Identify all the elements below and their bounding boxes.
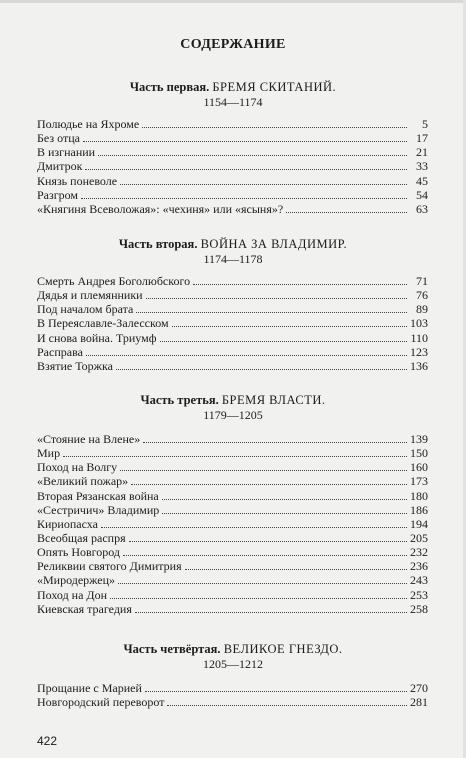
dot-leader xyxy=(135,611,407,613)
toc-entry[interactable] xyxy=(37,432,428,446)
dot-leader xyxy=(162,498,407,500)
toc-entry[interactable] xyxy=(37,159,428,173)
dot-leader xyxy=(146,297,407,299)
dot-leader xyxy=(136,311,407,313)
page-border-top xyxy=(0,0,466,3)
dot-leader xyxy=(143,441,407,443)
toc-entry[interactable] xyxy=(37,331,428,345)
toc-entry-page: 76 xyxy=(416,288,428,303)
dot-leader xyxy=(63,455,407,457)
part-3-years: 1179—1205 xyxy=(203,408,263,422)
toc-entry[interactable] xyxy=(37,274,428,288)
part-2-toc xyxy=(37,274,428,373)
toc-entry-title: Князь поневоле xyxy=(37,173,118,188)
toc-entry[interactable] xyxy=(37,588,428,602)
part-1-toc xyxy=(37,117,428,216)
toc-entry[interactable] xyxy=(37,117,428,131)
part-1-years: 1154—1174 xyxy=(203,95,263,109)
toc-entry[interactable] xyxy=(37,695,428,709)
toc-entry-page: 54 xyxy=(416,187,428,202)
dot-leader xyxy=(172,325,407,327)
toc-entry-title: Смерть Андрея Боголюбского xyxy=(37,274,191,288)
toc-entry-title: Под началом брата xyxy=(37,302,134,317)
toc-entry-title: Поход на Дон xyxy=(37,587,108,602)
part-3-name: БРЕМЯ ВЛАСТИ. xyxy=(221,393,326,407)
dot-leader xyxy=(123,554,407,556)
toc-entry[interactable] xyxy=(37,302,428,316)
toc-entry-title: Мир xyxy=(37,446,61,461)
part-2-years: 1174—1178 xyxy=(203,252,263,266)
toc-entry-title: Дядья и племянники xyxy=(37,288,143,303)
toc-entry[interactable] xyxy=(37,145,428,159)
dot-leader xyxy=(83,140,407,142)
part-2-heading xyxy=(0,237,466,252)
toc-entry-title: Реликвии святого Димитрия xyxy=(37,559,182,574)
dot-leader xyxy=(116,368,407,370)
part-2-name: ВОЙНА ЗА ВЛАДИМИР. xyxy=(200,237,348,251)
toc-entry-page: 232 xyxy=(410,545,428,560)
toc-entry-title: И снова война. Триумф xyxy=(37,330,157,345)
toc-entry-page: 258 xyxy=(410,601,428,616)
toc-entry-title: Без отца xyxy=(37,131,80,146)
dot-leader xyxy=(162,512,407,514)
dot-leader xyxy=(110,597,407,599)
page-number: 422 xyxy=(37,734,58,748)
dot-leader xyxy=(129,540,407,542)
toc-entry-title: «Сестричич» Владимир xyxy=(37,502,160,517)
toc-entry[interactable] xyxy=(37,503,428,517)
toc-entry-title: Полюдье на Яхроме xyxy=(37,117,140,131)
toc-entry-title: Разгром xyxy=(37,187,79,202)
toc-entry-page: 17 xyxy=(416,131,428,146)
toc-entry[interactable] xyxy=(37,359,428,373)
toc-entry[interactable] xyxy=(37,517,428,531)
part-4-heading xyxy=(0,642,466,657)
toc-entry-page: 253 xyxy=(410,587,428,602)
toc-entry-page: 160 xyxy=(410,460,428,475)
toc-entry-page: 270 xyxy=(410,681,428,695)
toc-entry-title: Опять Новгород xyxy=(37,545,121,560)
toc-entry[interactable] xyxy=(37,345,428,359)
toc-entry-title: Взятие Торжка xyxy=(37,358,113,373)
dot-leader xyxy=(85,168,407,170)
toc-entry-title: Кириопасха xyxy=(37,516,98,531)
toc-entry[interactable] xyxy=(37,460,428,474)
dot-leader xyxy=(286,211,407,213)
dot-leader xyxy=(120,469,407,471)
toc-entry-title: Киевская трагедия xyxy=(37,601,132,616)
toc-entry[interactable] xyxy=(37,131,428,145)
part-4-toc xyxy=(37,681,428,709)
dot-leader xyxy=(101,526,407,528)
toc-entry-title: Новгородский переворот xyxy=(37,695,165,710)
dot-leader xyxy=(160,340,407,342)
toc-entry[interactable] xyxy=(37,474,428,488)
toc-entry[interactable] xyxy=(37,288,428,302)
dot-leader xyxy=(142,126,407,128)
dot-leader xyxy=(98,154,407,156)
dot-leader xyxy=(120,183,407,185)
toc-entry[interactable] xyxy=(37,202,428,216)
toc-entry-page: 103 xyxy=(410,316,428,331)
toc-entry-page: 110 xyxy=(410,330,428,345)
toc-entry-page: 205 xyxy=(410,530,428,545)
toc-entry-title: «Миродержец» xyxy=(37,573,116,588)
dot-leader xyxy=(118,582,407,584)
toc-entry-page: 123 xyxy=(410,344,428,359)
toc-entry-title: Дмитрок xyxy=(37,159,83,174)
toc-entry-page: 180 xyxy=(410,488,428,503)
toc-entry-title: Прощание с Марией xyxy=(37,681,142,695)
dot-leader xyxy=(193,283,407,285)
toc-entry[interactable] xyxy=(37,174,428,188)
part-4-label: Часть четвёртая. xyxy=(123,642,221,656)
toc-entry-title: Расправа xyxy=(37,344,83,359)
dot-leader xyxy=(167,704,407,706)
toc-entry[interactable] xyxy=(37,531,428,545)
toc-entry[interactable] xyxy=(37,559,428,573)
toc-entry-page: 89 xyxy=(416,302,428,317)
part-4-years: 1205—1212 xyxy=(203,657,263,671)
part-2-label: Часть вторая. xyxy=(118,237,198,251)
toc-entry-title: «Великий пожар» xyxy=(37,474,129,489)
toc-entry-page: 71 xyxy=(416,274,428,288)
toc-entry-title: В Переяславле-Залесском xyxy=(37,316,169,331)
part-3-label: Часть третья. xyxy=(140,393,219,407)
toc-entry-page: 136 xyxy=(410,358,428,373)
toc-entry[interactable] xyxy=(37,573,428,587)
toc-entry-page: 281 xyxy=(410,695,428,710)
part-3-heading xyxy=(0,393,466,408)
page-title: СОДЕРЖАНИЕ xyxy=(180,37,286,52)
toc-entry-page: 33 xyxy=(416,159,428,174)
toc-entry-title: «Княгиня Всеволожая»: «чехиня» или «ясыня»? xyxy=(37,201,284,216)
toc-entry-page: 243 xyxy=(410,573,428,588)
toc-entry-title: Вторая Рязанская война xyxy=(37,488,159,503)
toc-entry[interactable] xyxy=(37,545,428,559)
toc-entry[interactable] xyxy=(37,446,428,460)
toc-entry-page: 186 xyxy=(410,502,428,517)
toc-entry-page: 63 xyxy=(416,201,428,216)
toc-entry-page: 45 xyxy=(416,173,428,188)
toc-entry[interactable] xyxy=(37,602,428,616)
toc-entry-page: 173 xyxy=(410,474,428,489)
toc-entry[interactable] xyxy=(37,489,428,503)
part-3-toc xyxy=(37,432,428,616)
dot-leader xyxy=(185,568,407,570)
dot-leader xyxy=(86,354,407,356)
toc-entry-page: 5 xyxy=(422,117,428,131)
toc-entry[interactable] xyxy=(37,188,428,202)
toc-entry-title: «Стояние на Влене» xyxy=(37,432,141,446)
toc-entry-title: В изгнании xyxy=(37,145,96,160)
toc-entry-page: 21 xyxy=(416,145,428,160)
part-1-label: Часть первая. xyxy=(129,80,210,94)
dot-leader xyxy=(145,690,407,692)
toc-entry-page: 150 xyxy=(410,446,428,461)
toc-entry-title: Поход на Волгу xyxy=(37,460,118,475)
toc-entry[interactable] xyxy=(37,316,428,330)
toc-entry-page: 139 xyxy=(410,432,428,446)
part-1-name: БРЕМЯ СКИТАНИЙ. xyxy=(212,80,337,94)
toc-entry-page: 194 xyxy=(410,516,428,531)
dot-leader xyxy=(81,197,407,199)
toc-entry[interactable] xyxy=(37,681,428,695)
part-1-heading xyxy=(0,80,466,95)
toc-entry-title: Всеобщая распря xyxy=(37,530,126,545)
toc-entry-page: 236 xyxy=(410,559,428,574)
dot-leader xyxy=(131,483,407,485)
part-4-name: ВЕЛИКОЕ ГНЕЗДО. xyxy=(223,642,343,656)
